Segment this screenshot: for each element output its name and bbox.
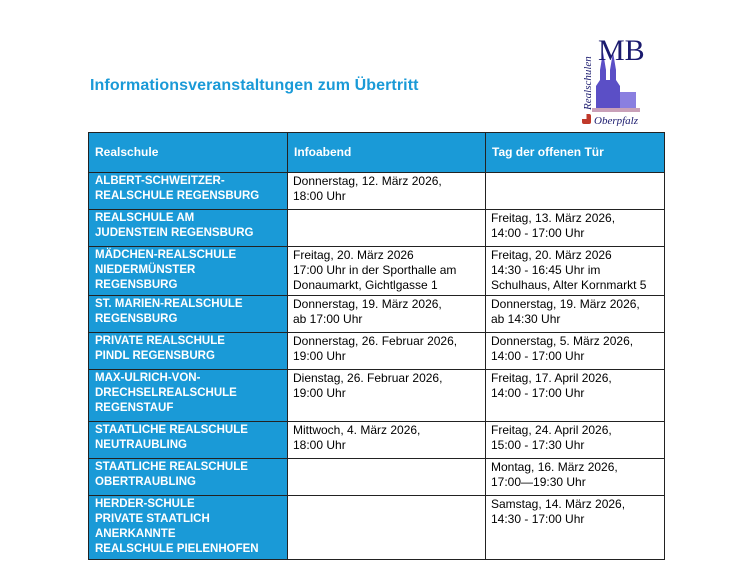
table-row <box>89 173 665 210</box>
table-row <box>89 496 665 560</box>
infoabend-cell: Donnerstag, 26. Februar 2026, 19:00 Uhr <box>288 333 486 370</box>
tag-cell: Samstag, 14. März 2026, 14:30 - 17:00 Uhr <box>486 496 665 560</box>
school-name: HERDER-SCHULE PRIVATE STAATLICH ANERKANNTE REALSCHULE PIELENHOFEN <box>89 496 288 560</box>
infoabend-cell: Mittwoch, 4. März 2026, 18:00 Uhr <box>288 422 486 459</box>
infoabend-cell <box>288 459 486 496</box>
table-row <box>89 459 665 496</box>
tag-cell: Freitag, 24. April 2026, 15:00 - 17:30 Uhr <box>486 422 665 459</box>
table-row <box>89 370 665 422</box>
school-name: ST. MARIEN-REALSCHULE REGENSBURG <box>89 296 288 333</box>
school-name: REALSCHULE AM JUDENSTEIN REGENSBURG <box>89 210 288 247</box>
header-infoabend: Infoabend <box>288 133 486 173</box>
tag-cell: Freitag, 13. März 2026, 14:00 - 17:00 Uhr <box>486 210 665 247</box>
page-title: Informationsveranstaltungen zum Übertritt <box>90 77 419 94</box>
tag-cell: Freitag, 20. März 2026 14:30 - 16:45 Uhr im Schulhaus, Alter Kornmarkt 5 <box>486 247 665 296</box>
header-realschule: Realschule <box>89 133 288 173</box>
tag-cell: Donnerstag, 19. März 2026, ab 14:30 Uhr <box>486 296 665 333</box>
infoabend-cell: Freitag, 20. März 2026 17:00 Uhr in der Sporthalle am Donaumarkt, Gichtlgasse 1 <box>288 247 486 296</box>
tag-cell: Freitag, 17. April 2026, 14:00 - 17:00 Uhr <box>486 370 665 422</box>
school-name: STAATLICHE REALSCHULE NEUTRAUBLING <box>89 422 288 459</box>
school-name: PRIVATE REALSCHULE PINDL REGENSBURG <box>89 333 288 370</box>
table-header-row <box>89 133 665 173</box>
school-name: MAX-ULRICH-VON- DRECHSELREALSCHULE REGENSTAUF <box>89 370 288 422</box>
tag-cell <box>486 173 665 210</box>
school-name: STAATLICHE REALSCHULE OBERTRAUBLING <box>89 459 288 496</box>
table-row <box>89 296 665 333</box>
tag-cell: Montag, 16. März 2026, 17:00—19:30 Uhr <box>486 459 665 496</box>
header-tag-der-offenen-tuer: Tag der offenen Tür <box>486 133 665 173</box>
logo-vertical-text: Realschulen <box>582 56 594 110</box>
info-table <box>88 132 665 560</box>
table-row <box>89 333 665 370</box>
infoabend-cell: Dienstag, 26. Februar 2026, 19:00 Uhr <box>288 370 486 422</box>
school-name: MÄDCHEN-REALSCHULE NIEDERMÜNSTER REGENSBURG <box>89 247 288 296</box>
table-row <box>89 422 665 459</box>
infoabend-cell: Donnerstag, 12. März 2026, 18:00 Uhr <box>288 173 486 210</box>
infoabend-cell <box>288 496 486 560</box>
coat-of-arms-icon <box>582 114 591 124</box>
logo-letters: MB <box>598 34 645 67</box>
school-name: ALBERT-SCHWEITZER- REALSCHULE REGENSBURG <box>89 173 288 210</box>
table-row <box>89 210 665 247</box>
table-row <box>89 247 665 296</box>
infoabend-cell <box>288 210 486 247</box>
logo-bottom-text: Oberpfalz <box>594 115 638 126</box>
infoabend-cell: Donnerstag, 19. März 2026, ab 17:00 Uhr <box>288 296 486 333</box>
realschulen-oberpfalz-logo <box>574 30 670 126</box>
tag-cell: Donnerstag, 5. März 2026, 14:00 - 17:00 Uhr <box>486 333 665 370</box>
